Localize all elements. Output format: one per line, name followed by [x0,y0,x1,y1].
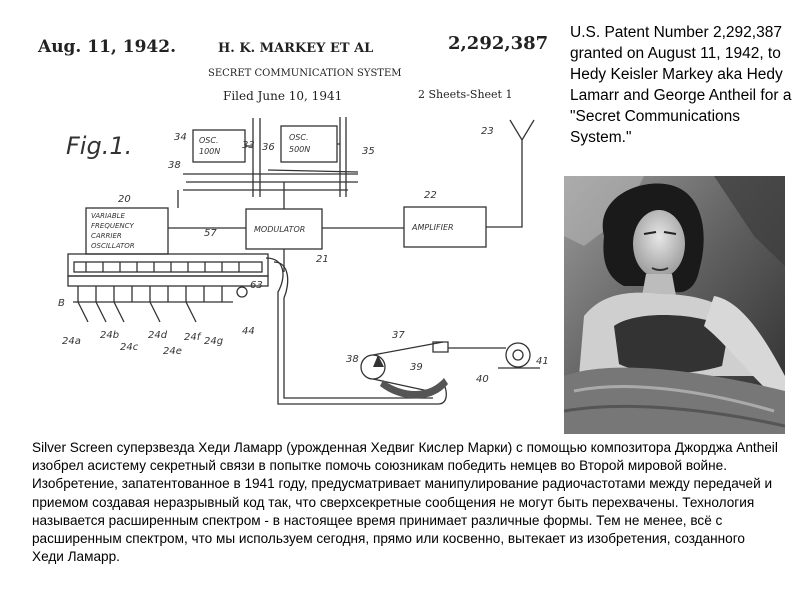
ref-34: 34 [174,132,187,143]
motor-icon [506,343,530,367]
patent-number: 2,292,387 [448,33,549,54]
patent-drawing [28,22,558,440]
patent-inventors: H. K. MARKEY ET AL [218,41,374,56]
antenna-icon [510,120,534,172]
ref-21: 21 [316,254,329,265]
vfco-label-1: VARIABLE [91,212,125,220]
ref-24g: 24g [204,336,224,347]
vfco-label-4: OSCILLATOR [91,242,135,250]
ref-33: 33 [242,140,255,151]
fig-label: Fig.1. [66,132,133,160]
ref-22: 22 [424,190,437,201]
ref-24f: 24f [184,332,201,343]
ref-b: B [58,298,65,309]
ref-44: 44 [242,326,255,337]
ref-57: 57 [204,228,217,239]
ref-38-bottom: 38 [346,354,359,365]
osc2-label-bottom: 500N [289,145,311,154]
portrait-photo-icon [564,176,785,434]
osc1-label-top: OSC. [199,136,219,145]
ref-36: 36 [262,142,275,153]
ref-41: 41 [536,356,549,367]
osc2-label-top: OSC. [289,133,309,142]
ref-39: 39 [410,362,423,373]
ref-24d: 24d [148,330,168,341]
amplifier-label: AMPLIFIER [412,223,454,232]
patent-diagram [28,22,558,440]
ref-24e: 24e [163,346,182,357]
patent-title: SECRET COMMUNICATION SYSTEM [208,68,402,79]
patent-filed: Filed June 10, 1941 [223,89,343,103]
patent-caption: U.S. Patent Number 2,292,387 granted on August 11, 1942, to Hedy Keisler Markey aka Hedy Lamarr and George Antheil for a "Secret Communications System." [570,24,792,146]
ref-63: 63 [250,280,263,291]
ref-24c: 24c [120,342,139,353]
patent-sheets: 2 Sheets-Sheet 1 [418,88,513,101]
ref-23: 23 [481,126,494,137]
vfco-label-2: FREQUENCY [91,222,134,230]
vfco-label-3: CARRIER [91,232,122,240]
portrait-photo [564,176,785,434]
modulator-label: MODULATOR [254,225,306,234]
patent-date: Aug. 11, 1942. [38,37,177,57]
osc1-label-bottom: 100N [199,147,221,156]
ref-40: 40 [476,374,489,385]
ref-20: 20 [118,194,131,205]
osc-100n-box [193,130,245,162]
ref-38-top: 38 [168,160,181,171]
ref-37: 37 [392,330,405,341]
ref-35: 35 [362,146,375,157]
ref-24b: 24b [100,330,120,341]
article-body-text: Silver Screen суперзвезда Хеди Ламарр (урожденная Хедвиг Кислер Марки) с помощью композитора Джорджа Antheil изобрел асистему секретный связи в попытке помочь союзникам победить немцев во Второй мировой войне. Изобретение, запатентованное в 1941 году, предусматривает манипулирование радиочастотами между передачей и приемом создавая неразрывный код так, что сверхсекретные сообщения не могут быть перехвачены. Технология называется расширенным спектром - в настоящее время принимает различные формы. Тем не менее, всё с расширенным спектром, что мы используем сегодня, прямо или косвенно, вытекает из изобретения, созданного Хеди Ламарр. [32,440,778,565]
osc-500n-box [281,126,337,162]
ref-24a: 24a [62,336,81,347]
